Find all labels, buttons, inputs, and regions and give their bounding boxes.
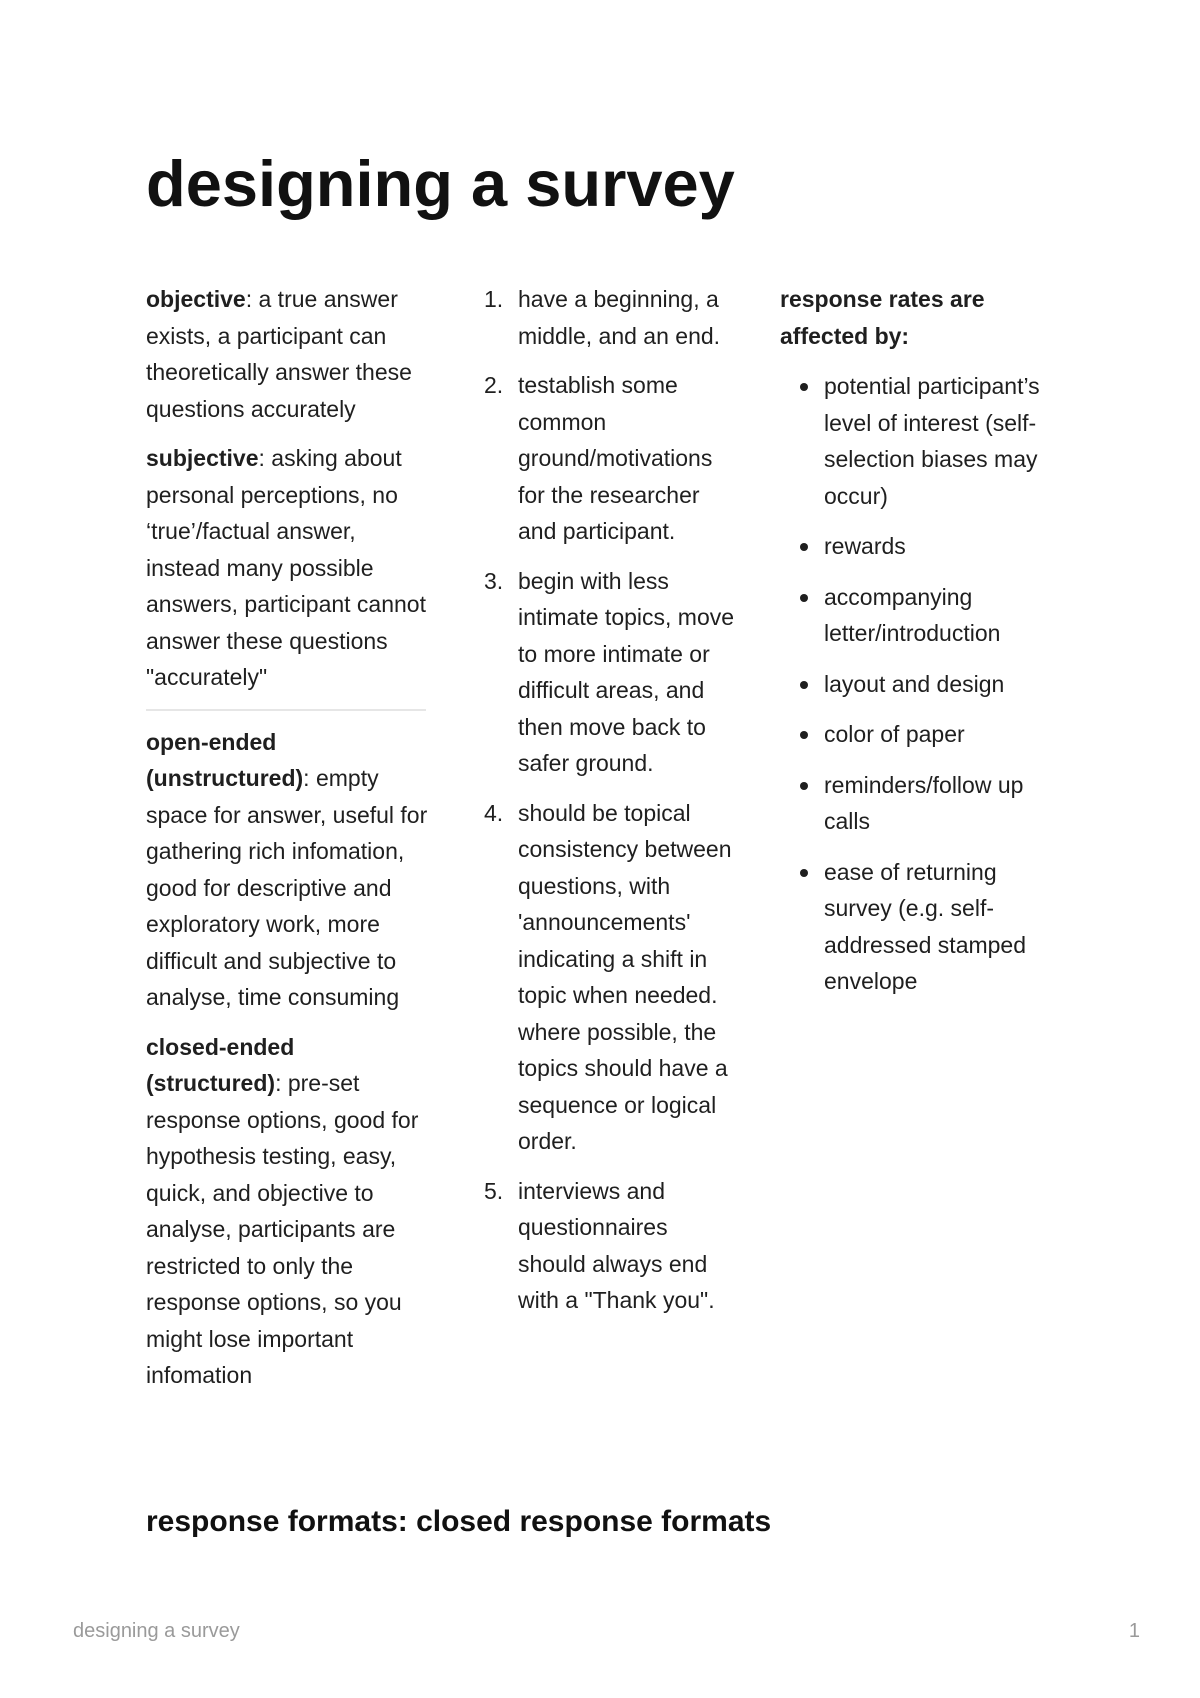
list-item-text: should be topical consistency between questions, with 'announcements' indicating a shift in topic when needed. where possible, the topics should have a sequence or logical order. [518,799,732,1154]
footer-title: designing a survey [73,1620,240,1642]
subjective-definition [146,440,430,696]
bullet-text: reminders/follow up calls [824,771,1024,834]
list-item-text: begin with less intimate topics, move to more intimate or difficult areas, and then move back to safer ground. [518,567,735,776]
section-divider [146,709,426,711]
list-item [484,795,740,1160]
response-rates-list [780,368,1070,1000]
bullet-icon [800,869,808,877]
bullet-icon [800,681,808,689]
open-ended-definition [146,724,430,1016]
open-ended-text: : empty space for answer, useful for gathering rich infomation, good for descriptive and exploratory work, more difficult and subjective to analyse, time consuming [146,765,428,1010]
list-number: 1. [484,286,504,312]
list-item [484,367,740,550]
response-rates-column [780,281,1070,1014]
page-title: designing a survey [146,147,735,220]
subjective-text: : asking about personal perceptions, no ‘true’/factual answer, instead many possible answers, participant cannot answer these questions "accurately" [146,445,426,690]
bullet-text: rewards [824,533,906,559]
bullet-text: layout and design [824,670,1005,697]
bullet-item [780,854,1070,1000]
closed-ended-definition [146,1029,430,1394]
objective-definition [146,281,430,427]
list-item [484,1173,740,1319]
closed-ended-text: : pre-set response options, good for hypothesis testing, easy, quick, and objective to analyse, participants are restricted to only the response options, so you might lose important infomation [146,1070,419,1388]
list-item-text: interviews and questionnaires should always end with a "Thank you". [518,1177,715,1313]
survey-structure-list [484,281,740,1319]
bullet-item [780,666,1070,703]
bullet-item [780,767,1070,840]
bullet-text: ease of returning survey (e.g. self-addressed stamped envelope [824,858,1027,994]
bullet-icon [800,782,808,790]
bullet-item [780,368,1070,514]
list-number: 4. [484,799,504,826]
list-number: 2. [484,372,504,398]
bullet-item [780,528,1070,565]
list-number: 5. [484,1177,504,1204]
page-number: 1 [1128,1620,1140,1642]
subjective-term: subjective [146,445,259,471]
bullet-item [780,716,1070,753]
bullet-icon [800,383,808,391]
open-ended-term: open-ended (unstructured) [146,728,304,791]
bullet-icon [800,731,808,739]
objective-text: : a true answer exists, a participant can theoretically answer these questions accurately [146,286,412,422]
list-item [484,281,740,354]
bullet-item [780,579,1070,652]
closed-ended-term: closed-ended (structured) [146,1033,295,1096]
list-item-text: have a beginning, a middle, and an end. [518,286,721,349]
list-item-text: testablish some common ground/motivations for the researcher and participant. [518,372,713,544]
bullet-icon [800,543,808,551]
list-number: 3. [484,567,504,594]
section-heading: response formats: closed response formats [146,1505,772,1538]
bullet-text: accompanying letter/introduction [824,583,1001,646]
bullet-text: potential participant’s level of interest (self-selection biases may occur) [824,373,1040,509]
bullet-text: color of paper [824,721,965,747]
structure-column [484,281,740,1332]
list-item [484,563,740,782]
bullet-icon [800,594,808,602]
definitions-column [146,281,430,1407]
objective-term: objective [146,286,246,312]
response-rates-heading: response rates are affected by: [780,286,985,349]
